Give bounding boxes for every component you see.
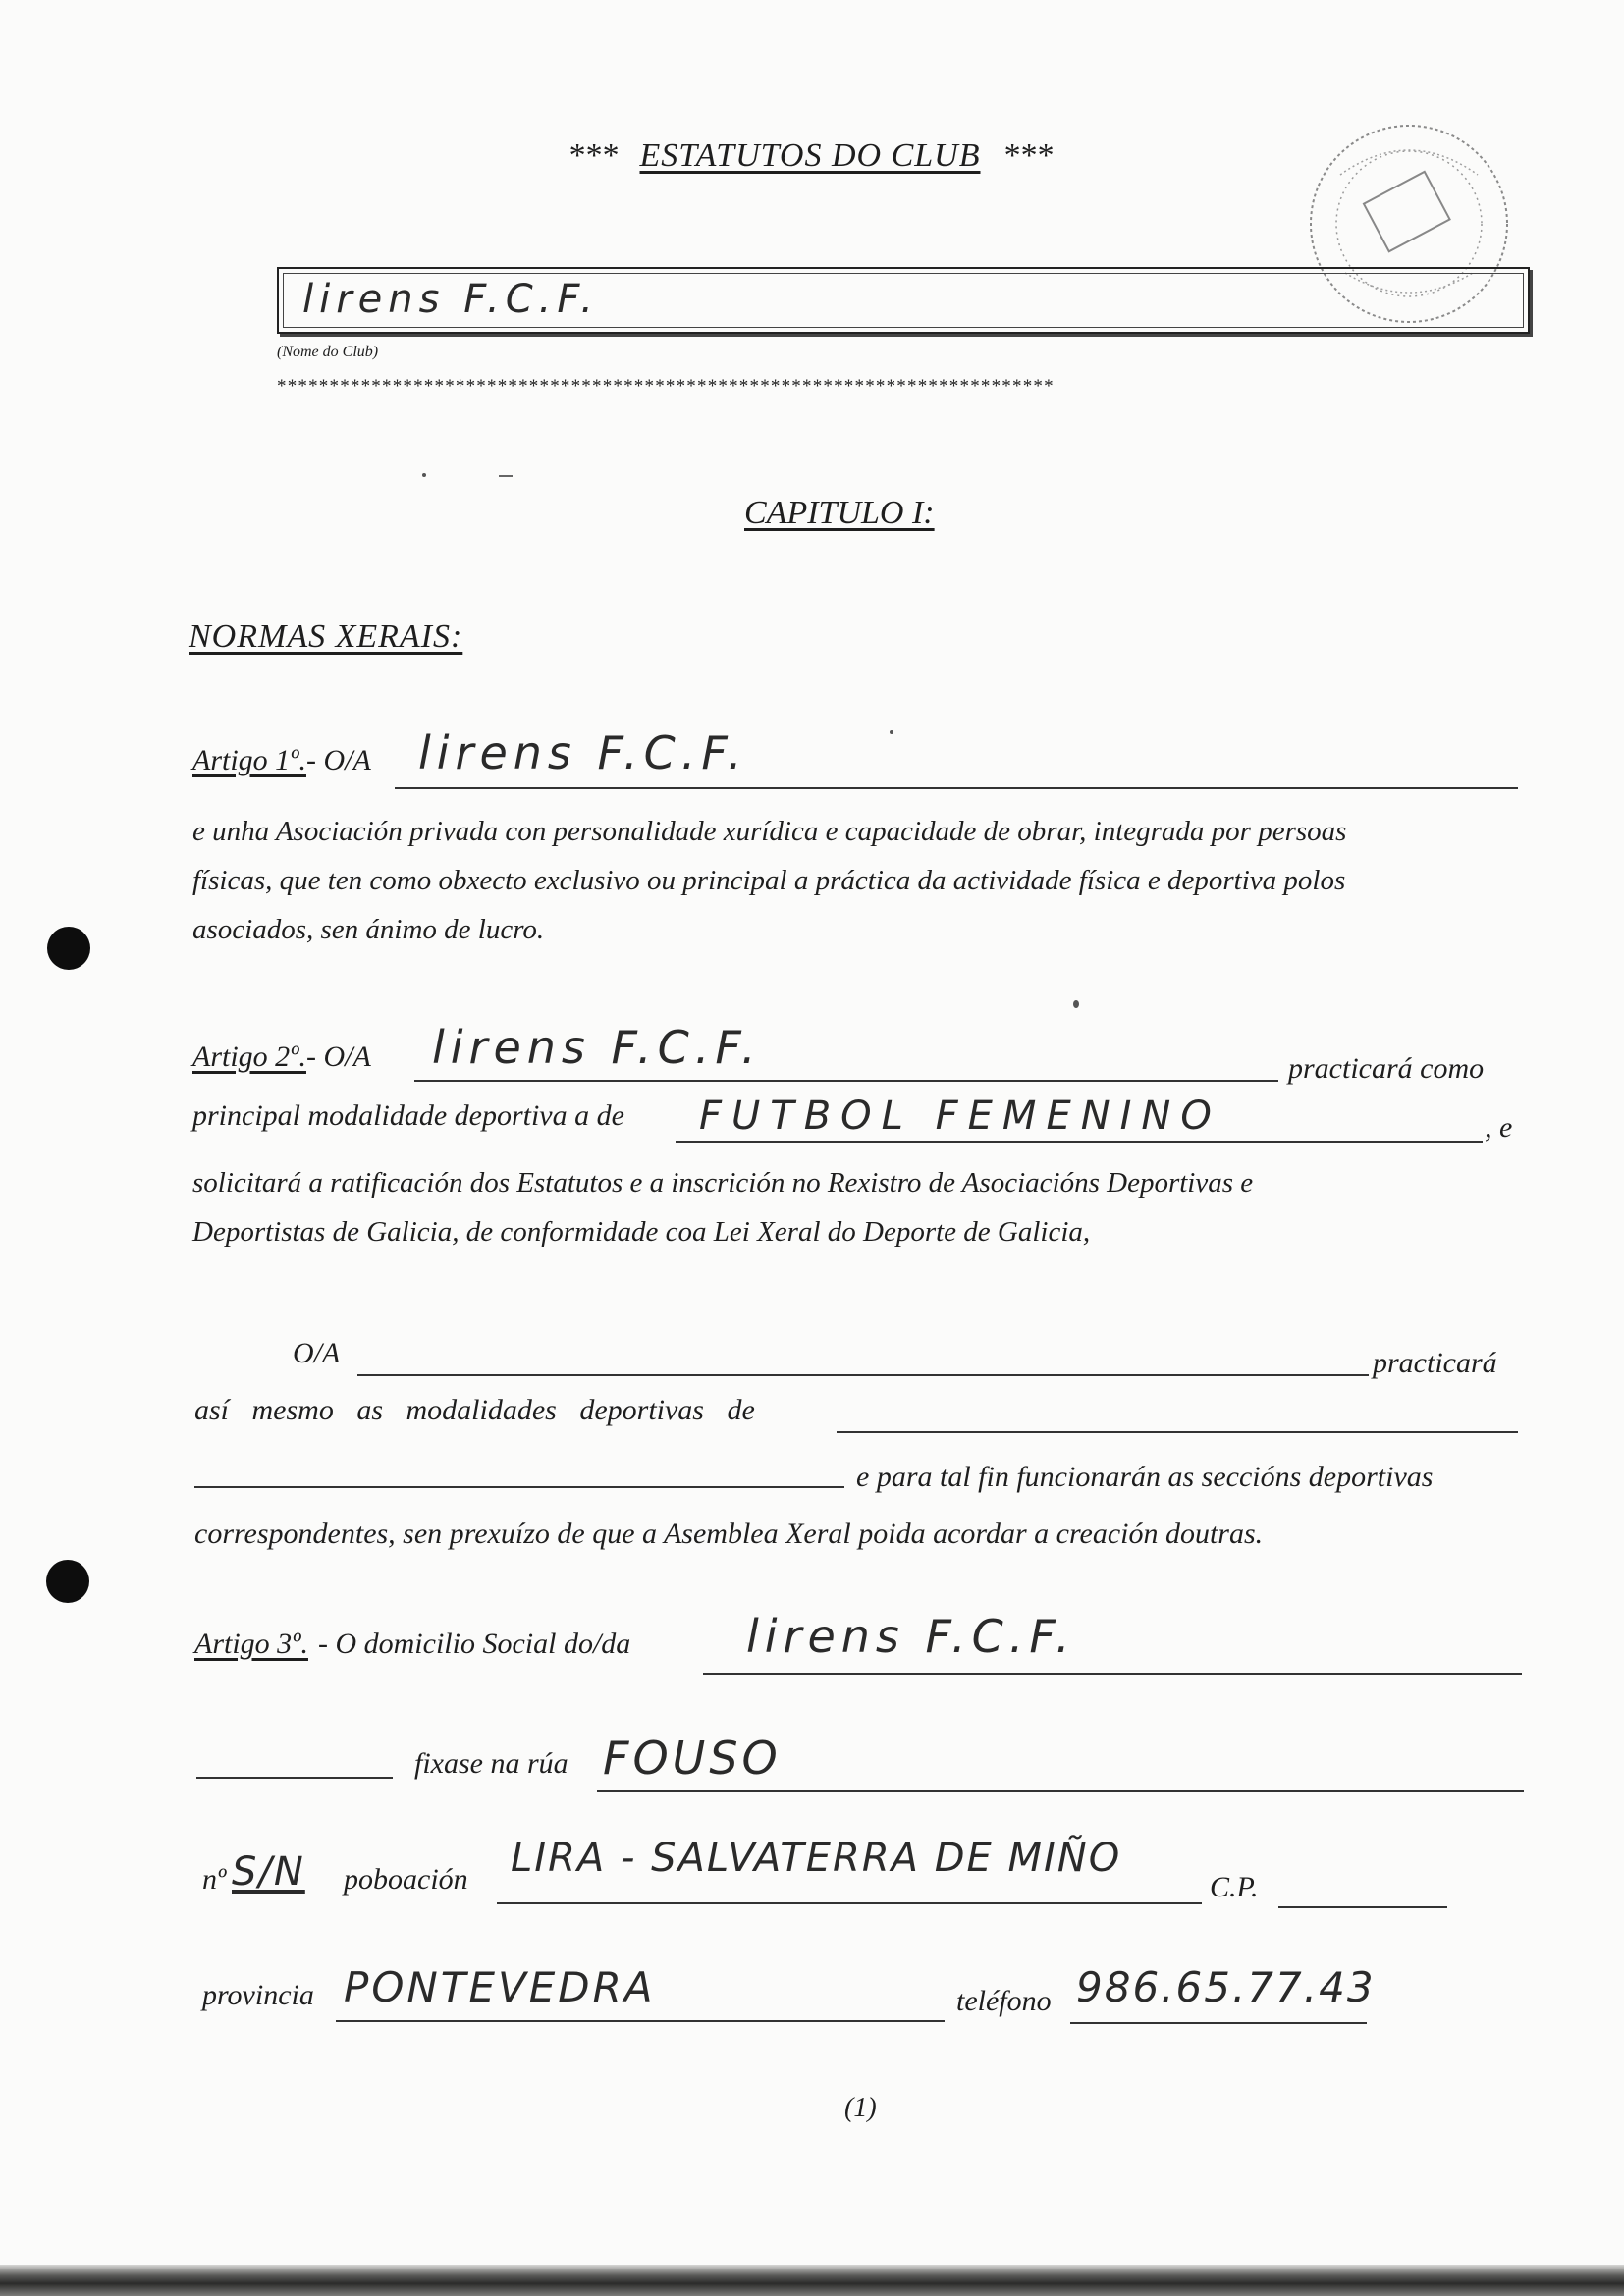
club-name-box <box>277 267 1530 334</box>
artigo3-phone-line <box>1070 2022 1367 2024</box>
title-stars-left: *** <box>568 137 618 174</box>
artigo2-oa-suffix: practicará <box>1373 1347 1497 1379</box>
artigo3-prefix: - O domicilio Social do/da <box>317 1628 631 1660</box>
artigo3-number-label: nº <box>202 1863 227 1896</box>
artigo1-club-value: lirens F.C.F. <box>418 726 748 779</box>
artigo3-label-row <box>194 1628 630 1661</box>
artigo2-modality-value: FUTBOL FEMENINO <box>699 1094 1221 1139</box>
artigo3-phone-label: teléfono <box>956 1985 1052 2017</box>
artigo2-oa-line <box>357 1374 1369 1376</box>
artigo2-sections-suffix: e para tal fin funcionarán as seccións deportivas <box>856 1461 1434 1493</box>
artigo2-label-row <box>192 1041 371 1074</box>
artigo3-province-label: provincia <box>202 1979 314 2011</box>
artigo3-street-value: FOUSO <box>603 1732 782 1785</box>
club-name-value: lirens F.C.F. <box>302 277 599 322</box>
artigo2-oa: O/A <box>293 1337 341 1369</box>
section-title: NORMAS XERAIS: <box>189 618 463 655</box>
artigo3-street-label: fixase na rúa <box>414 1747 568 1780</box>
artigo2-last-line: correspondentes, sen prexuízo de que a Asemblea Xeral poida acordar a creación doutras. <box>194 1518 1264 1550</box>
artigo2-line4: Deportistas de Galicia, de conformidade coa Lei Xeral do Deporte de Galicia, <box>192 1216 1091 1248</box>
artigo3-town-label: poboación <box>344 1863 468 1896</box>
artigo2-also-line <box>837 1431 1518 1433</box>
artigo2-prefix: - O/A <box>305 1041 371 1073</box>
title-stars-right: *** <box>1002 137 1053 174</box>
artigo3-club-line <box>703 1673 1522 1675</box>
artigo3-town-value: LIRA - SALVATERRA DE MIÑO <box>511 1836 1122 1881</box>
title-text: ESTATUTOS DO CLUB <box>639 137 981 174</box>
punch-hole-top <box>47 927 90 970</box>
artigo2-text <box>192 1158 1520 1256</box>
artigo2-modality-prefix: principal modalidade deportiva a de <box>192 1099 624 1132</box>
artigo1-label: Artigo 1º. <box>192 744 306 776</box>
page-number: (1) <box>844 2093 877 2123</box>
punch-hole-bottom <box>46 1560 89 1603</box>
artigo3-phone-value: 986.65.77.43 <box>1076 1963 1376 2011</box>
artigo1-text <box>192 807 1520 954</box>
artigo1-label-row <box>192 744 371 777</box>
artigo3-club-value: lirens F.C.F. <box>746 1610 1076 1663</box>
artigo3-town-line <box>497 1902 1202 1904</box>
artigo1-prefix: - O/A <box>305 744 371 776</box>
artigo3-province-value: PONTEVEDRA <box>344 1963 656 2011</box>
artigo2-sections-line <box>194 1486 844 1488</box>
artigo1-line2: físicas, que ten como obxecto exclusivo ou principal a práctica da actividade física e deportiva polos <box>192 865 1346 896</box>
artigo2-also-prefix: así mesmo as modalidades deportivas de <box>194 1394 755 1426</box>
artigo1-club-line <box>395 787 1518 789</box>
artigo2-club-line <box>414 1080 1278 1082</box>
artigo2-modality-suffix: , e <box>1485 1111 1513 1144</box>
artigo2-club-value: lirens F.C.F. <box>432 1021 762 1074</box>
club-name-caption: (Nome do Club) <box>277 344 379 360</box>
artigo3-label: Artigo 3º. <box>194 1628 308 1660</box>
artigo3-cp-label: C.P. <box>1210 1871 1259 1903</box>
artigo1-line3: asociados, sen ánimo de lucro. <box>192 914 545 945</box>
artigo2-label: Artigo 2º. <box>192 1041 306 1073</box>
artigo3-street-line <box>597 1790 1524 1792</box>
scan-edge-strip <box>0 2265 1624 2296</box>
artigo3-province-line <box>336 2020 945 2022</box>
artigo1-line1: e unha Asociación privada con personalidade xurídica e capacidade de obrar, integrada por persoas <box>192 816 1347 847</box>
artigo2-suffix: practicará como <box>1288 1052 1485 1085</box>
artigo3-cp-line <box>1278 1906 1447 1908</box>
document-title <box>568 137 1053 175</box>
artigo2-modality-line <box>676 1141 1483 1143</box>
artigo3-street-pre-line <box>196 1777 393 1779</box>
artigo2-line3: solicitará a ratificación dos Estatutos e a inscrición no Rexistro de Asociacións Deportivas e <box>192 1167 1254 1199</box>
artigo3-number-value: S/N <box>232 1849 305 1895</box>
star-separator: ************************************************************************** <box>277 376 1055 397</box>
chapter-title: CAPITULO I: <box>744 495 935 531</box>
